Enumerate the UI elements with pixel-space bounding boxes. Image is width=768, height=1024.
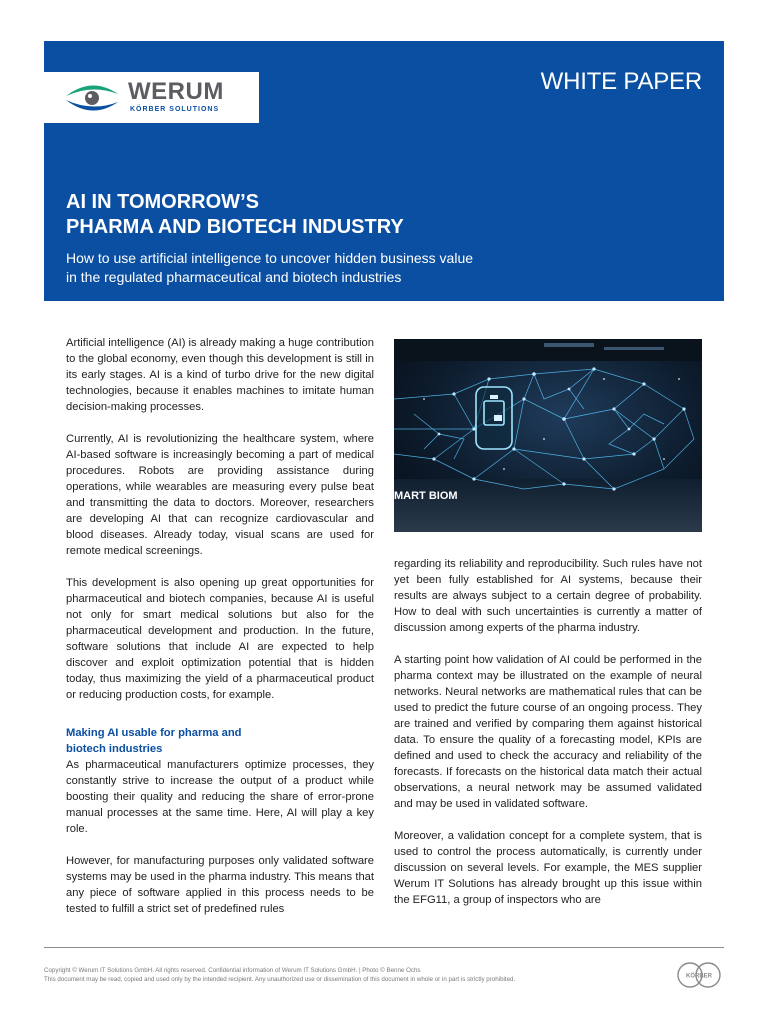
subtitle-line-2: in the regulated pharmaceutical and biotech industries [66, 268, 402, 285]
paragraph: As pharmaceutical manufacturers optimize processes, they constantly strive to increase the output of a product while boosting their quality and reducing the share of error-prone manual processes at the same time. Here, AI will play a key role. [66, 759, 374, 835]
paragraph: This development is also opening up great opportunities for pharmaceutical and biotech companies, because AI is useful not only for smart medical solutions but also for the pharmaceutical development and production. In the future, software solutions that include AI are expected to help discover and exploit optimization potential that is hidden today, thus maximizing the yield of a pharmaceutical product or reducing production costs, for example. [66, 577, 374, 701]
korber-logo-text: KÖRBER [685, 973, 713, 980]
paragraph: regarding its reliability and reproducibility. Such rules have not yet been fully established for AI systems, because their results are always subject to a certain degree of probability. How to deal with such uncertainties is currently a matter of discussion among experts of the pharma industry. [394, 558, 702, 634]
paragraph: However, for manufacturing purposes only validated software systems may be used in the pharma industry. This means that any piece of software applied in this process needs to be tested to fulfill a strict set of predefined rules [66, 855, 374, 915]
logo-tagline: KÖRBER SOLUTIONS [130, 106, 220, 113]
page-subtitle [66, 249, 686, 286]
left-text-column [66, 335, 374, 933]
title-line-2: PHARMA AND BIOTECH INDUSTRY [66, 216, 404, 238]
page-title [66, 190, 686, 240]
paragraph: A starting point how validation of AI could be performed in the pharma context may be illustrated on the example of neural networks. Neural networks are mathematical rules that can be used to predict the future course of an ongoing process. They are trained and verified by comparing them against historical data. To ensure the quality of a forecasting model, KPIs are defined and used to check the accuracy and reliability of the forecasts. If forecasts on the historical data match their actual observations, a neural network may be assumed validated and may be used in validated software. [394, 654, 702, 810]
korber-logo-icon [676, 961, 722, 989]
right-text-column [394, 556, 702, 924]
footer [44, 966, 664, 984]
section-heading [66, 725, 374, 757]
werum-eye-icon [64, 80, 120, 116]
werum-logo [44, 72, 259, 123]
paragraph: Moreover, a validation concept for a complete system, that is used to control the process automatically, is currently under discussion on several levels. For example, the MES supplier Werum IT Solutions has already brought up this issue within the EFG11, a group of inspectors who are [394, 830, 702, 906]
footer-copyright: Copyright © Werum IT Solutions GmbH. All rights reserved. Confidential information of Werum IT Solutions GmbH. | Photo © Benne Ochs [44, 967, 421, 974]
subtitle-line-1: How to use artificial intelligence to uncover hidden business value [66, 250, 474, 266]
ai-hand-illustration [394, 339, 702, 532]
image-overlay-text: MART BIOM [394, 490, 458, 502]
footer-disclaimer: This document may be read, copied and used only by the intended recipient. Any unauthorized use or dissemination of this document in whole or in part is strictly prohibited. [44, 976, 516, 983]
footer-divider [44, 947, 724, 948]
paragraph: Currently, AI is revolutionizing the healthcare system, where AI-based software is increasingly becoming a part of medical procedures. Robots are providing assistance during operations, while wearables are measuring every pulse beat and transmitting the data to doctors. Moreover, researchers are developing AI that can recognize cardiovascular and blood diseases. Already today, visual scans are used for remote medical screenings. [66, 433, 374, 557]
section-heading-line-1: Making AI usable for pharma and [66, 727, 242, 739]
ai-hand-photo [394, 339, 702, 532]
section-heading-line-2: biotech industries [66, 743, 163, 755]
title-line-1: AI IN TOMORROW’S [66, 191, 259, 213]
document-type-label: WHITE PAPER [540, 68, 702, 95]
paragraph: Artificial intelligence (AI) is already making a huge contribution to the global economy, even though this development is still in its early stages. AI is a kind of turbo drive for the new digital technologies, because it enables machines to imitate human decision-making processes. [66, 337, 374, 413]
logo-wordmark: WERUM [128, 78, 224, 105]
